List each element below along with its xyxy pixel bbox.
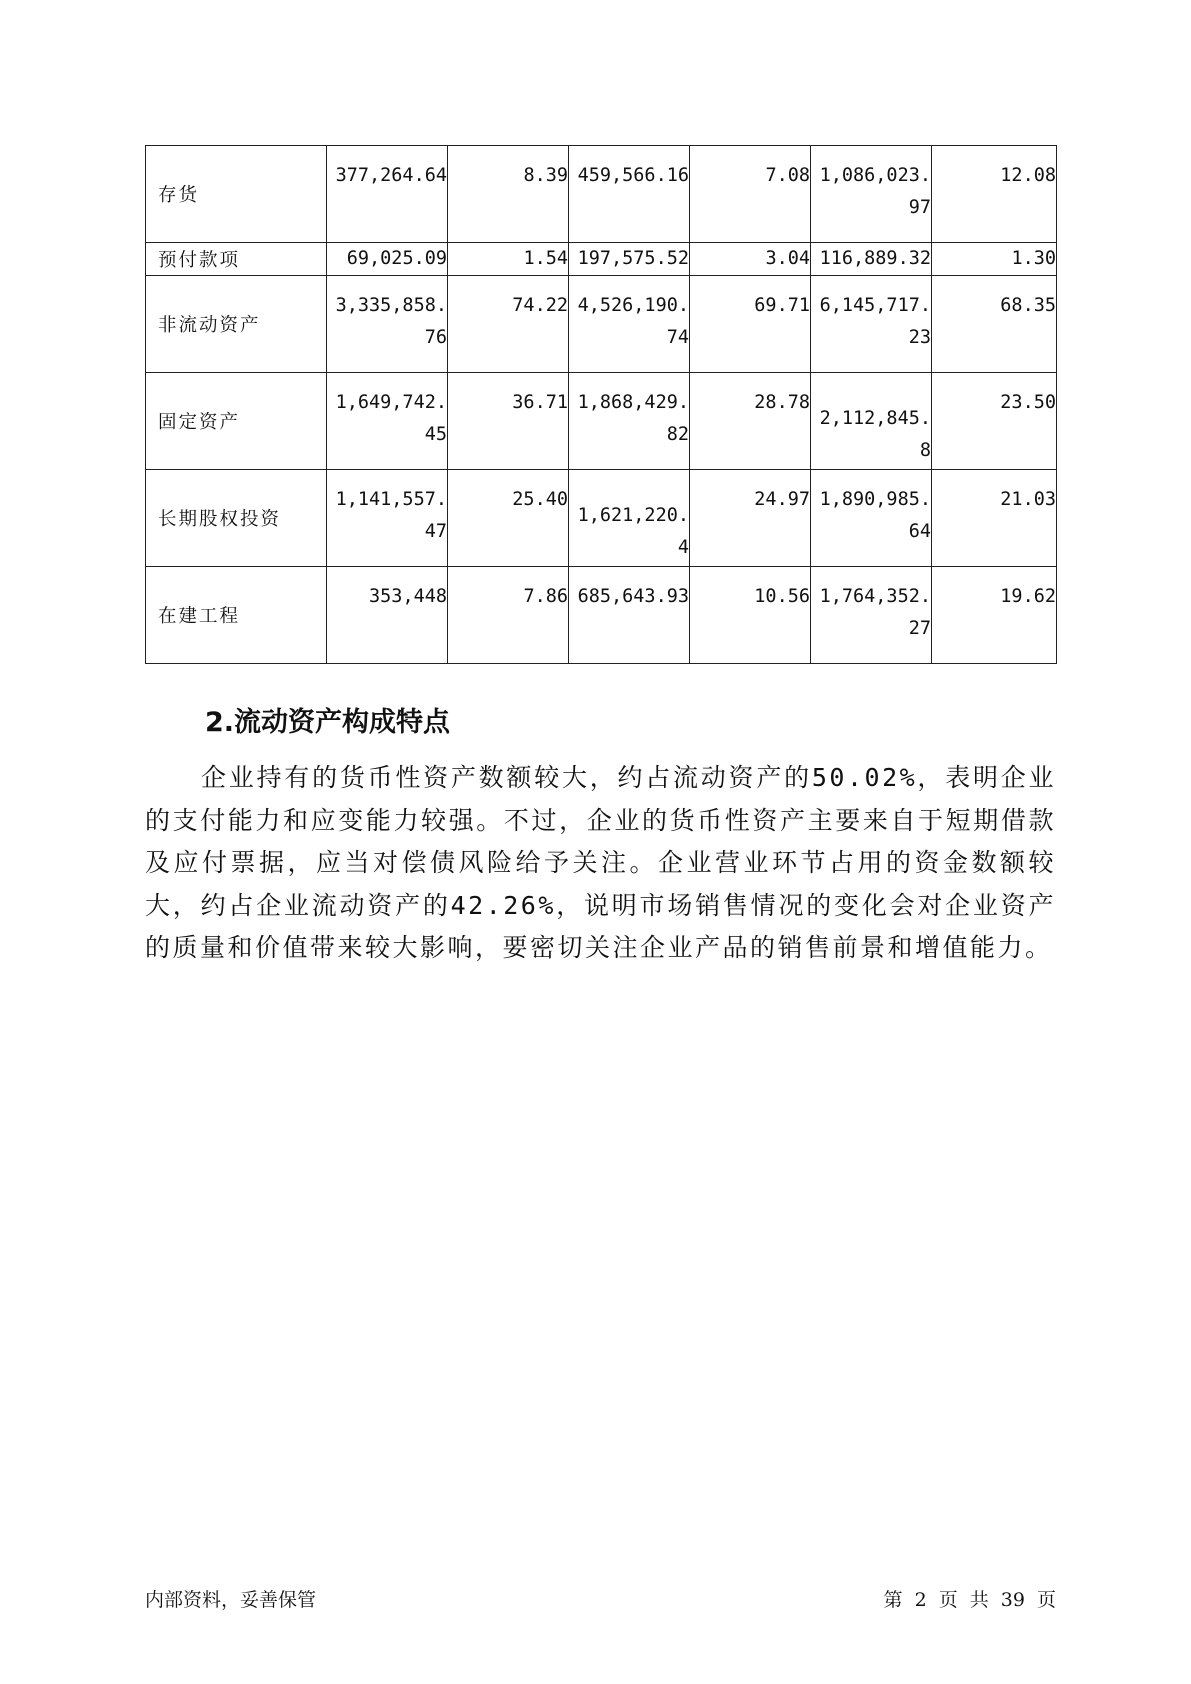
cell-percent: 19.62 [1000,586,1056,607]
table-row [146,276,1057,373]
table-row [146,146,1057,243]
cell-value: 3,335,858.76 [335,295,447,348]
cell-value: 197,575.52 [577,248,689,269]
cell-percent: 28.78 [754,392,810,413]
row-label: 在建工程 [146,567,327,664]
financial-table [145,145,1057,664]
table-row [146,567,1057,664]
cell-value: 377,264.64 [335,165,447,186]
cell-value: 1,764,352.27 [819,586,931,639]
cell-value: 1,649,742.45 [335,392,447,445]
row-label: 长期股权投资 [146,470,327,567]
cell-percent: 10.56 [754,586,810,607]
table-row [146,373,1057,470]
cell-value: 353,448 [369,586,447,607]
cell-value: 1,890,985.64 [819,489,931,542]
cell-value: 1,868,429.82 [577,392,689,445]
cell-percent: 74.22 [512,295,568,316]
table-row [146,243,1057,276]
row-label: 非流动资产 [146,276,327,373]
cell-percent: 7.86 [523,586,568,607]
cell-percent: 68.35 [1000,295,1056,316]
cell-value: 1,141,557.47 [335,489,447,542]
cell-percent: 21.03 [1000,489,1056,510]
cell-percent: 1.30 [1011,248,1056,269]
cell-percent: 1.54 [523,248,568,269]
cell-value: 6,145,717.23 [819,295,931,348]
cell-percent: 8.39 [523,165,568,186]
cell-percent: 7.08 [765,165,810,186]
body-paragraph: 企业持有的货币性资产数额较大，约占流动资产的50.02%，表明企业的支付能力和应变能力较强。不过，企业的货币性资产主要来自于短期借款及应付票据，应当对偿债风险给予关注。企业营业环节占用的资金数额较大，约占企业流动资产的42.26%，说明市场销售情况的变化会对企业资产的质量和价值带来较大影响，要密切关注企业产品的销售前景和增值能力。 [145,763,1056,962]
cell-percent: 69.71 [754,295,810,316]
footer-page-number: 第 2 页 共 39 页 [883,1589,1056,1611]
table-row [146,470,1057,567]
cell-value: 69,025.09 [346,248,447,269]
cell-percent: 12.08 [1000,165,1056,186]
cell-percent: 24.97 [754,489,810,510]
cell-value: 2,112,845.8 [819,408,931,461]
row-label: 固定资产 [146,373,327,470]
cell-value: 1,086,023.97 [819,165,931,218]
cell-value: 459,566.16 [577,165,689,186]
row-label: 存货 [146,146,327,243]
section-heading: 2.流动资产构成特点 [205,707,451,738]
cell-value: 1,621,220.4 [577,505,689,558]
row-label: 预付款项 [146,243,327,276]
footer-confidential-note: 内部资料，妥善保管 [145,1589,317,1611]
cell-percent: 3.04 [765,248,810,269]
cell-value: 4,526,190.74 [577,295,689,348]
cell-percent: 23.50 [1000,392,1056,413]
cell-value: 116,889.32 [819,248,931,269]
cell-percent: 25.40 [512,489,568,510]
cell-value: 685,643.93 [577,586,689,607]
cell-percent: 36.71 [512,392,568,413]
